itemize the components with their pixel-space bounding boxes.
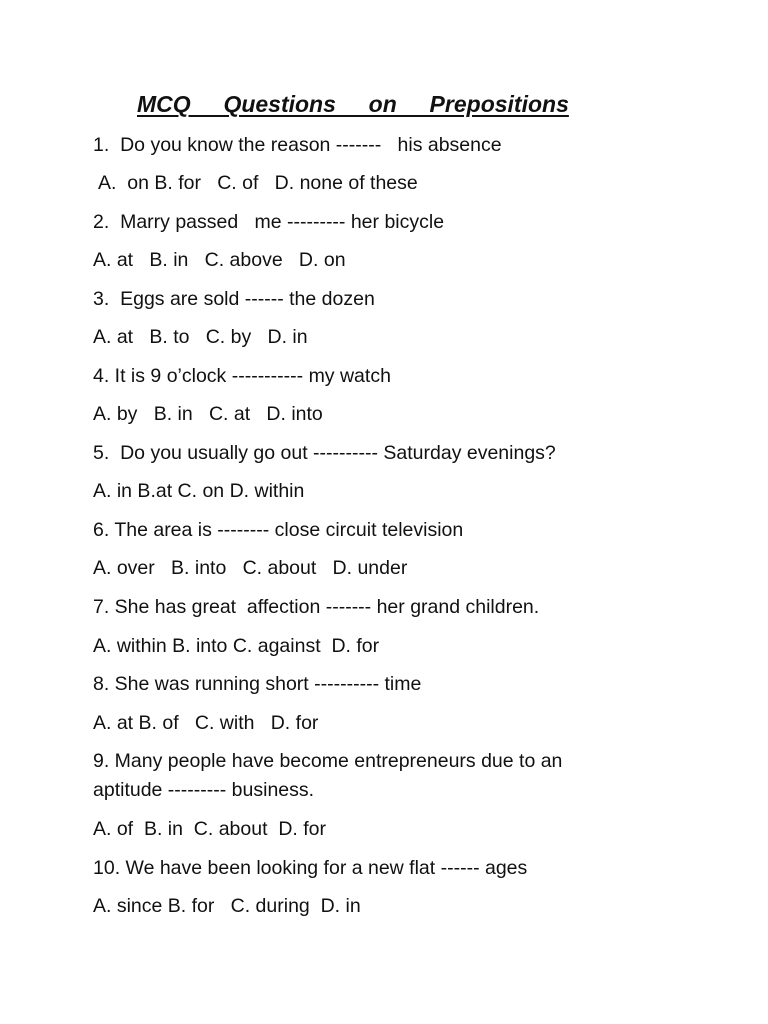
question-6-options: A. over B. into C. about D. under [93, 557, 408, 579]
question-1-text: 1. Do you know the reason ------- his absence [93, 134, 502, 156]
question-9-text: 9. Many people have become entrepreneurs due to an aptitude --------- business. [93, 750, 563, 801]
question-8-options: A. at B. of C. with D. for [93, 712, 319, 734]
page-title: MCQ Questions on Prepositions [137, 91, 569, 117]
question-1-options: A. on B. for C. of D. none of these [98, 172, 418, 194]
question-10-options: A. since B. for C. during D. in [93, 895, 361, 917]
question-3-options: A. at B. to C. by D. in [93, 326, 308, 348]
question-4-options: A. by B. in C. at D. into [93, 403, 323, 425]
question-6-text: 6. The area is -------- close circuit television [93, 519, 464, 541]
question-7-options: A. within B. into C. against D. for [93, 635, 380, 657]
question-10-text: 10. We have been looking for a new flat ------ ages [93, 857, 528, 879]
question-7-text: 7. She has great affection ------- her grand children. [93, 596, 540, 618]
question-2-text: 2. Marry passed me --------- her bicycle [93, 211, 445, 233]
question-4-text: 4. It is 9 o’clock ----------- my watch [93, 365, 391, 387]
question-3-text: 3. Eggs are sold ------ the dozen [93, 288, 375, 310]
question-5-options: A. in B.at C. on D. within [93, 480, 305, 502]
question-5-text: 5. Do you usually go out ---------- Saturday evenings? [93, 442, 556, 464]
question-8-text: 8. She was running short ---------- time [93, 673, 422, 695]
question-9-options: A. of B. in C. about D. for [93, 818, 327, 840]
question-2-options: A. at B. in C. above D. on [93, 249, 346, 271]
